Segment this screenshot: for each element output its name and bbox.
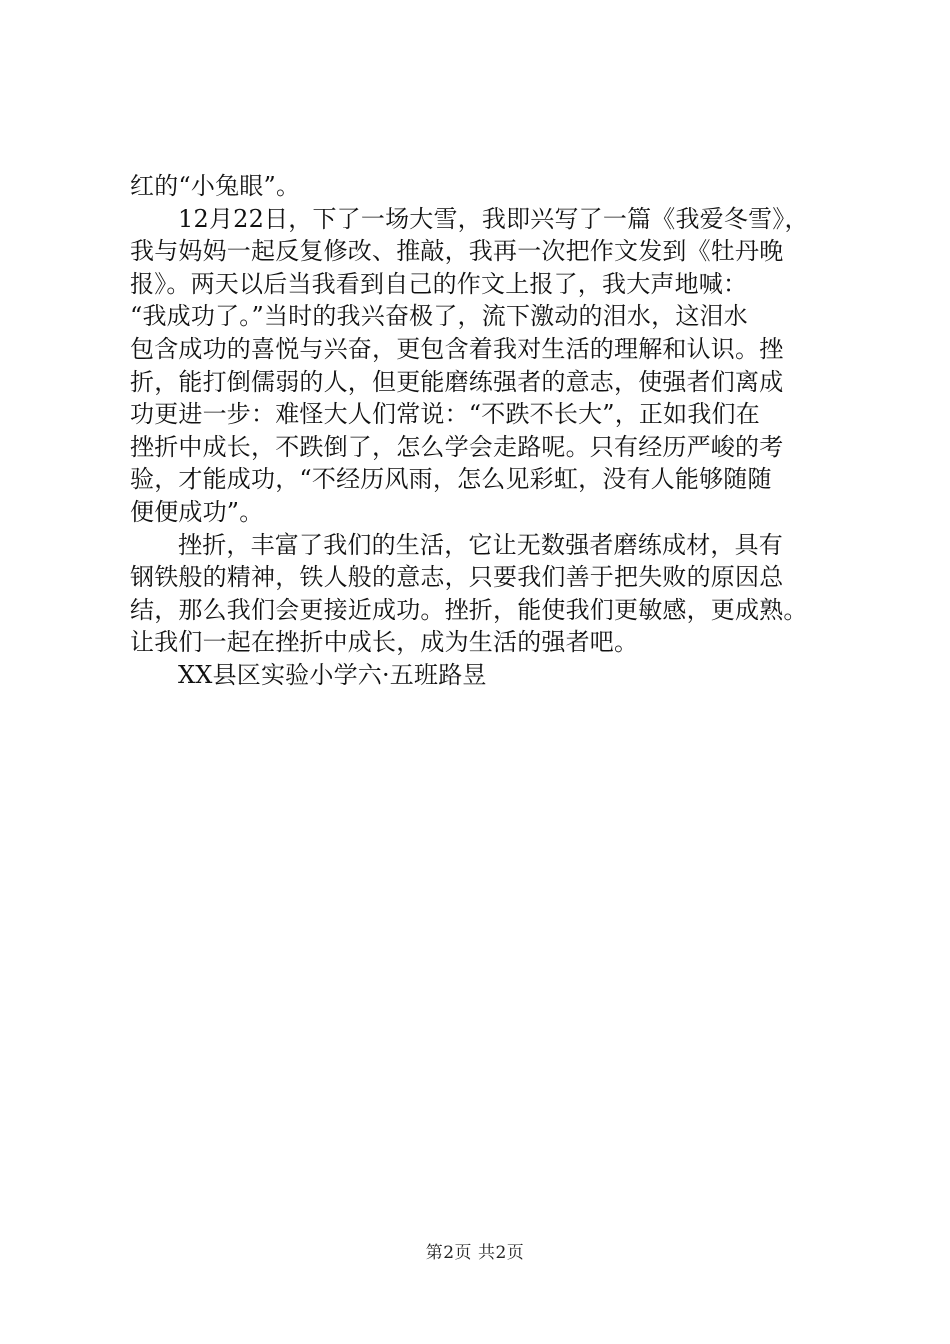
page-number-label: 第2页 共2页: [425, 1243, 525, 1263]
text-line-3: 我与妈妈一起反复修改、推敲，我再一次把作文发到《牡丹晚: [130, 237, 784, 266]
text-line-12: 挫折，丰富了我们的生活，它让无数强者磨练成材，具有: [178, 530, 783, 559]
text-line-10: 验，才能成功，“不经历风雨，怎么见彩虹，没有人能够随随: [130, 465, 772, 494]
text-line-8: 功更进一步：难怪大人们常说：“不跌不长大”，正如我们在: [130, 400, 760, 429]
author-signature: XX县区实验小学六·五班路昱: [178, 660, 487, 689]
text-line-1: 红的“小兔眼”。: [130, 172, 301, 200]
text-line-5: “我成功了。”当时的我兴奋极了，流下激动的泪水，这泪水: [130, 302, 748, 331]
text-line-7: 折，能打倒儒弱的人，但更能磨练强者的意志，使强者们离成: [130, 367, 784, 396]
text-line-14: 结，那么我们会更接近成功。挫折，能使我们更敏感，更成熟。: [130, 595, 808, 624]
text-line-9: 挫折中成长，不跌倒了，怎么学会走路呢。只有经历严峻的考: [130, 432, 784, 461]
text-line-15: 让我们一起在挫折中成长，成为生活的强者吧。: [130, 628, 639, 657]
text-line-2: 12月22日，下了一场大雪，我即兴写了一篇《我爱冬雪》，: [178, 204, 809, 233]
text-line-4: 报》。两天以后当我看到自己的作文上报了，我大声地喊：: [130, 269, 748, 298]
essay-body: [130, 170, 846, 692]
text-line-6: 包含成功的喜悦与兴奋，更包含着我对生活的理解和认识。挫: [130, 334, 784, 363]
text-line-13: 钢铁般的精神，铁人般的意志，只要我们善于把失败的原因总: [130, 563, 784, 592]
page-footer: [0, 1241, 950, 1265]
text-line-11: 便便成功”。: [130, 497, 264, 526]
